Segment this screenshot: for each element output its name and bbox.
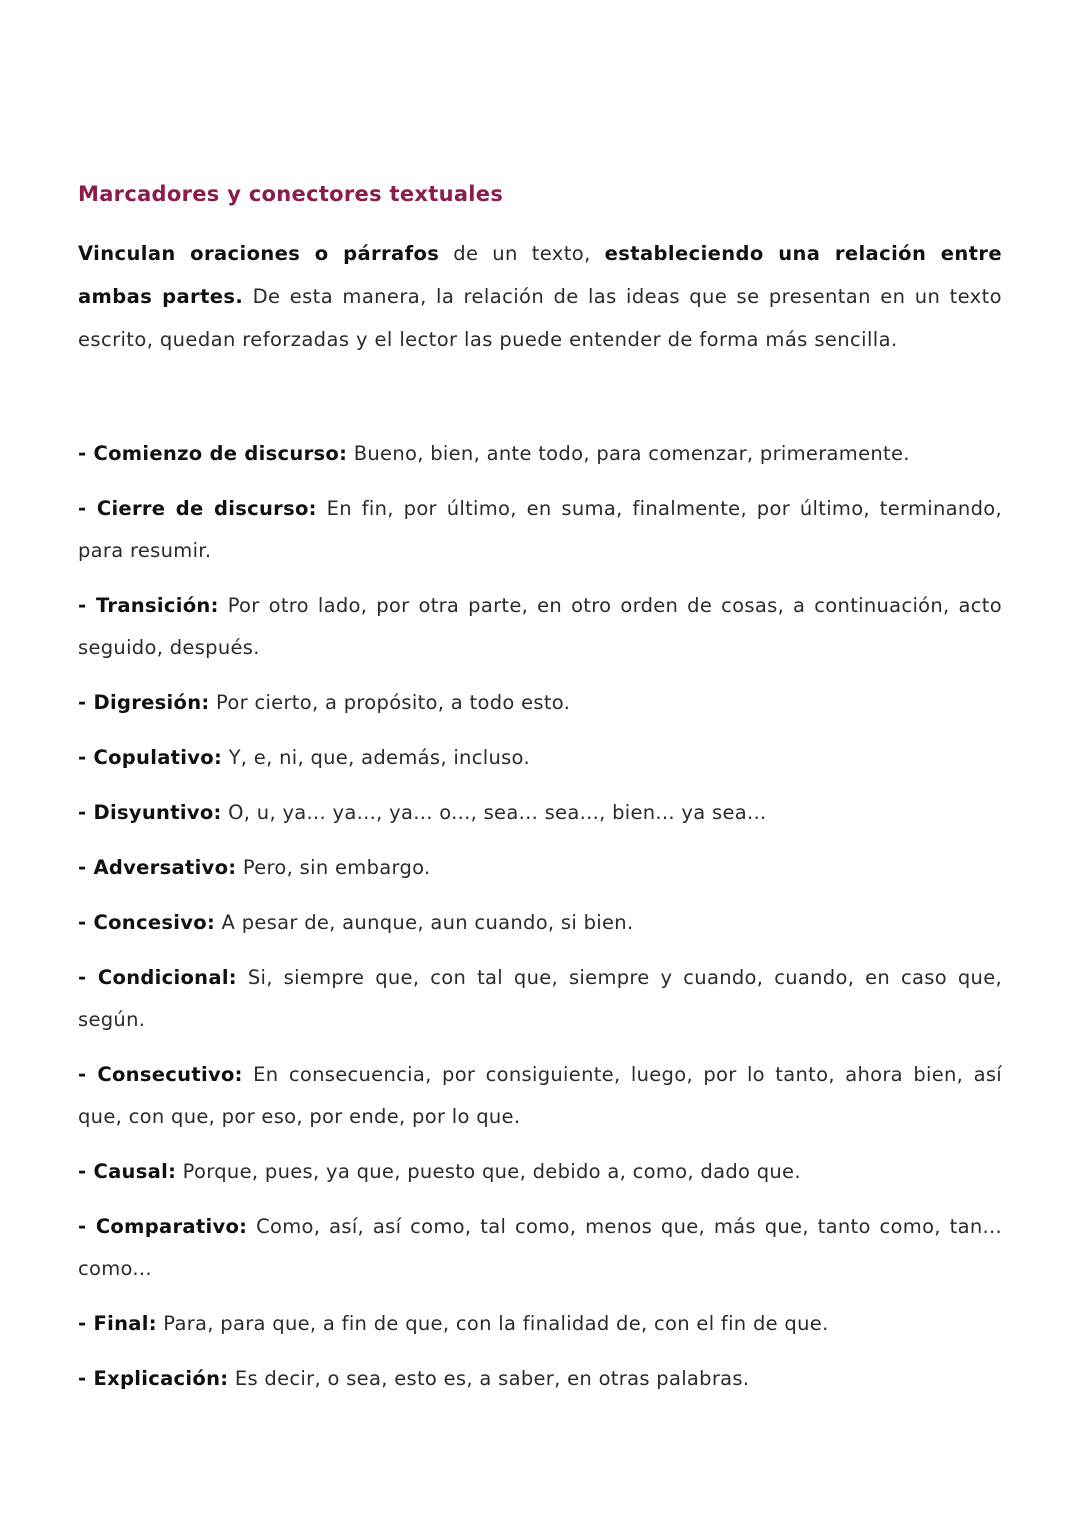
intro-text-2: De esta manera, la relación de las ideas que se presentan en un texto escrito, quedan reforzadas y el lector las puede entender de forma más sencilla. xyxy=(78,285,1002,351)
list-item xyxy=(78,433,1002,475)
list-item xyxy=(78,585,1002,669)
item-label: - Consecutivo: xyxy=(78,1063,243,1086)
item-text: O, u, ya... ya..., ya... o..., sea... sea..., bien... ya sea... xyxy=(221,801,767,824)
connector-list xyxy=(78,433,1002,1400)
item-label: - Copulativo: xyxy=(78,746,223,769)
item-text: Porque, pues, ya que, puesto que, debido a, como, dado que. xyxy=(176,1160,801,1183)
item-label: - Final: xyxy=(78,1312,157,1335)
item-text: En fin, por último, en suma, finalmente, por último, terminando, para resumir. xyxy=(78,497,1002,562)
document-page xyxy=(78,172,1002,1413)
item-label: - Concesivo: xyxy=(78,911,216,934)
item-label: - Explicación: xyxy=(78,1367,229,1390)
item-text: Bueno, bien, ante todo, para comenzar, primeramente. xyxy=(347,442,910,465)
list-item xyxy=(78,1303,1002,1345)
list-item xyxy=(78,792,1002,834)
item-text: Es decir, o sea, esto es, a saber, en otras palabras. xyxy=(228,1367,750,1390)
intro-bold-2: estableciendo una relación entre ambas partes. xyxy=(78,242,1002,308)
item-text: Para, para que, a fin de que, con la finalidad de, con el fin de que. xyxy=(156,1312,829,1335)
item-label: - Cierre de discurso: xyxy=(78,497,317,520)
list-item xyxy=(78,737,1002,779)
list-item xyxy=(78,847,1002,889)
list-item xyxy=(78,1151,1002,1193)
intro-paragraph xyxy=(78,232,1002,361)
page-title: Marcadores y conectores textuales xyxy=(78,182,504,206)
item-text: Como, así, así como, tal como, menos que, más que, tanto como, tan... como... xyxy=(78,1215,1002,1280)
item-text: En consecuencia, por consiguiente, luego, por lo tanto, ahora bien, así que, con que, por eso, por ende, por lo que. xyxy=(78,1063,1003,1128)
item-text: Si, siempre que, con tal que, siempre y cuando, cuando, en caso que, según. xyxy=(78,966,1002,1031)
item-text: A pesar de, aunque, aun cuando, si bien. xyxy=(215,911,634,934)
item-text: Por cierto, a propósito, a todo esto. xyxy=(209,691,571,714)
list-item xyxy=(78,1206,1002,1290)
item-label: - Disyuntivo: xyxy=(78,801,222,824)
item-label: - Causal: xyxy=(78,1160,177,1183)
item-label: - Transición: xyxy=(78,594,219,617)
list-item xyxy=(78,682,1002,724)
intro-text-1: de un texto, xyxy=(439,242,605,265)
list-item xyxy=(78,1358,1002,1400)
intro-bold-1: Vinculan oraciones o párrafos xyxy=(78,242,440,265)
item-label: - Comienzo de discurso: xyxy=(78,442,348,465)
list-item xyxy=(78,957,1002,1041)
item-label: - Condicional: xyxy=(78,966,237,989)
item-text: Pero, sin embargo. xyxy=(236,856,431,879)
item-label: - Digresión: xyxy=(78,691,210,714)
item-label: - Comparativo: xyxy=(78,1215,248,1238)
item-text: Por otro lado, por otra parte, en otro orden de cosas, a continuación, acto seguido, después. xyxy=(78,594,1002,659)
item-text: Y, e, ni, que, además, incluso. xyxy=(222,746,530,769)
list-item xyxy=(78,1054,1002,1138)
list-item xyxy=(78,902,1002,944)
item-label: - Adversativo: xyxy=(78,856,237,879)
list-item xyxy=(78,488,1002,572)
